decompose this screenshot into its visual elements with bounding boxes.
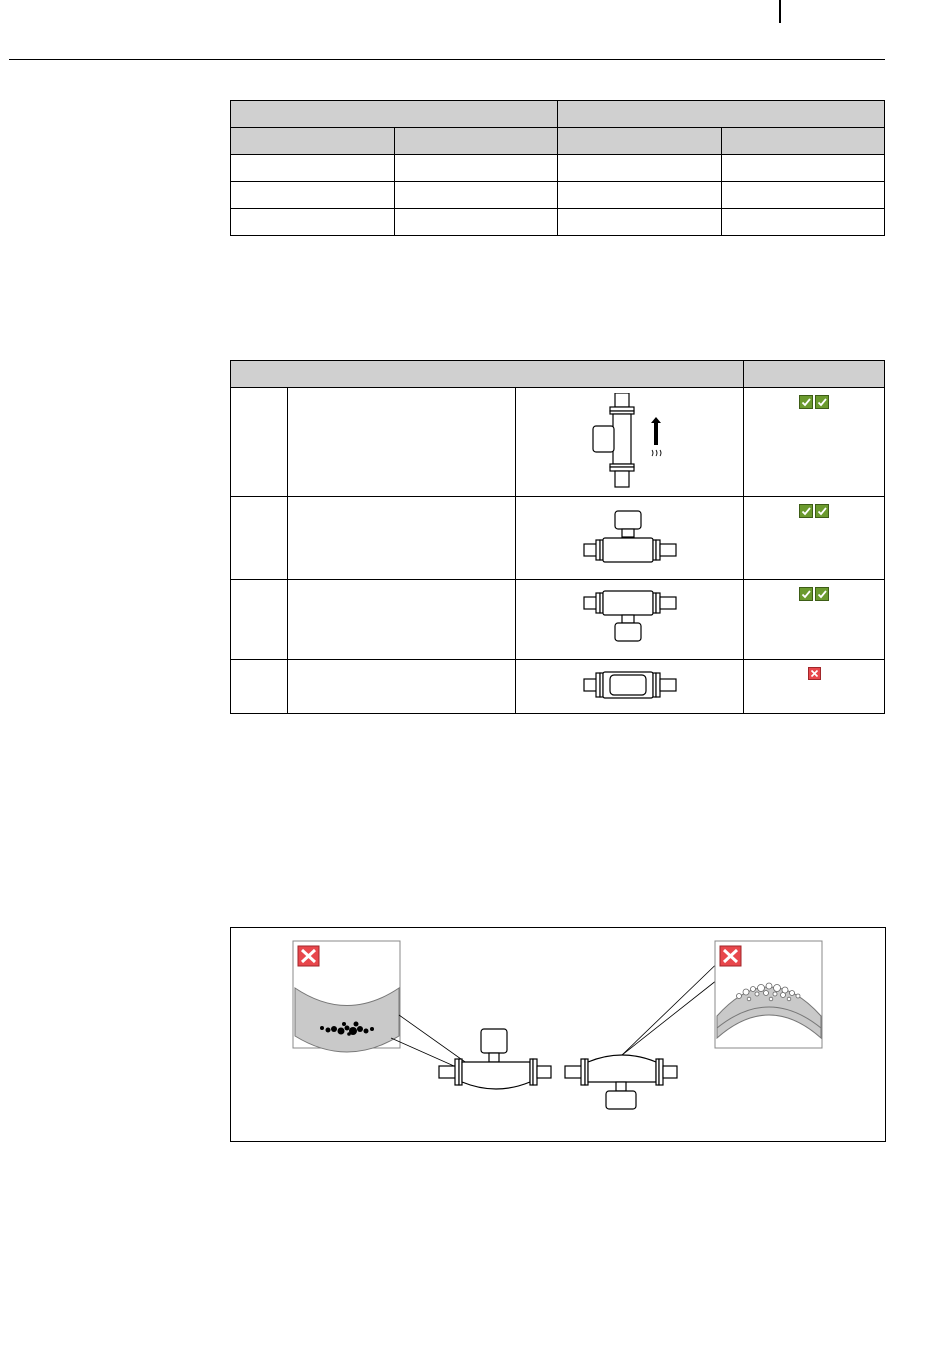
orientation-illustration-vertical — [516, 388, 744, 497]
table-cell — [231, 388, 288, 497]
meter-head-up-icon — [580, 507, 680, 567]
table-cell — [231, 580, 288, 660]
header-rule — [9, 59, 885, 60]
recommendation-cell — [744, 497, 885, 580]
table-header-cell — [231, 361, 744, 388]
table-row — [231, 388, 885, 497]
table-cell — [288, 660, 516, 714]
table-cell — [231, 155, 395, 182]
meter-head-up-left — [439, 1029, 551, 1089]
check-icon — [815, 587, 829, 601]
check-icon — [799, 504, 813, 518]
meter-head-down-icon — [580, 588, 680, 648]
recommendation-cell — [744, 660, 885, 714]
meter-head-down-right — [565, 1055, 677, 1109]
table-header-cell — [744, 361, 885, 388]
table-cell — [558, 209, 722, 236]
table-row — [231, 580, 885, 660]
table-header-cell — [558, 101, 885, 128]
table-cell — [558, 155, 722, 182]
cross-icon — [808, 667, 821, 680]
recommendation-cell — [744, 388, 885, 497]
table-cell — [288, 388, 516, 497]
check-icon — [799, 395, 813, 409]
table-cell — [394, 182, 558, 209]
orientation-illustration-head-up — [516, 497, 744, 580]
table-row — [231, 660, 885, 714]
table-cell — [558, 182, 722, 209]
table-cell — [721, 182, 885, 209]
sediment-and-gas-illustration — [231, 928, 885, 1141]
table-header-cell — [558, 128, 722, 155]
table-cell — [288, 497, 516, 580]
table-cell — [231, 497, 288, 580]
table-header-cell — [721, 128, 885, 155]
table-cell — [288, 580, 516, 660]
table-header-row — [231, 101, 885, 128]
table-row — [231, 497, 885, 580]
check-icon — [815, 504, 829, 518]
table-cell — [231, 209, 395, 236]
table-header-cell — [231, 101, 558, 128]
table-header-cell — [231, 128, 395, 155]
table-cell — [394, 155, 558, 182]
dimension-table — [230, 100, 885, 236]
margin-marker — [779, 0, 781, 23]
table-cell — [231, 660, 288, 714]
recommendation-cell — [744, 580, 885, 660]
orientation-illustration-head-down — [516, 580, 744, 660]
table-row — [231, 182, 885, 209]
table-header-cell — [394, 128, 558, 155]
vertical-meter-icon — [580, 393, 680, 489]
check-icon — [815, 395, 829, 409]
installation-figure — [230, 927, 886, 1142]
orientation-illustration-head-side — [516, 660, 744, 714]
table-cell — [231, 182, 395, 209]
table-row — [231, 155, 885, 182]
table-subheader-row — [231, 128, 885, 155]
check-icon — [799, 587, 813, 601]
table-row — [231, 209, 885, 236]
meter-head-side-icon — [580, 667, 680, 703]
orientation-table — [230, 360, 885, 714]
table-cell — [721, 155, 885, 182]
table-cell — [394, 209, 558, 236]
table-header-row — [231, 361, 885, 388]
table-cell — [721, 209, 885, 236]
